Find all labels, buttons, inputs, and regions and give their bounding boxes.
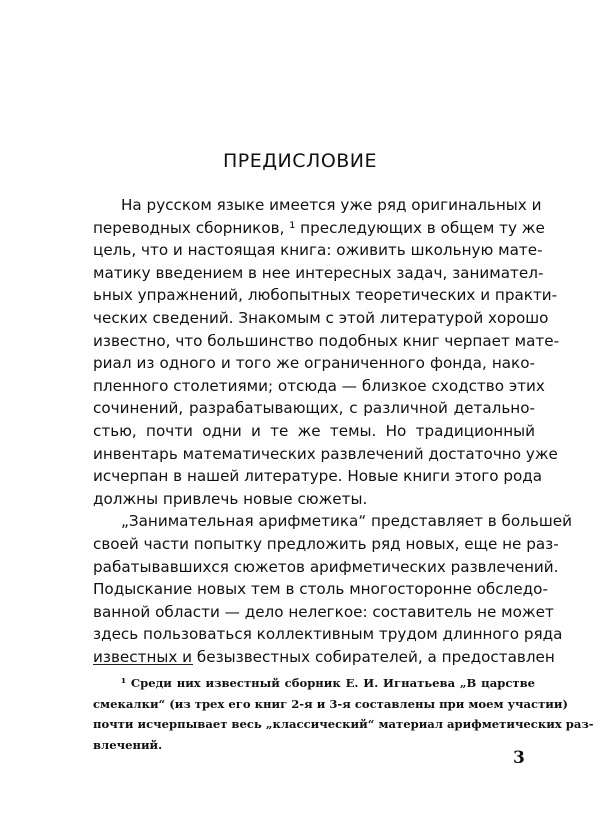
text-line: риал из одного и того же ограниченного фонда, нако- [93, 354, 535, 373]
text-line: рабатывавшихся сюжетов арифметических развлечений. [93, 557, 559, 576]
text-line: должны привлечь новые сюжеты. [93, 489, 368, 508]
text-line: ческих сведений. Знакомым с этой литературой хорошо [93, 308, 549, 327]
text-line: ванной области — дело нелегкое: составитель не может [93, 602, 554, 621]
text-line: ьных упражнений, любопытных теоретических и практи- [93, 286, 558, 305]
body-text [93, 194, 572, 668]
text-line: пленного столетиями; отсюда — близкое сходство этих [93, 376, 545, 395]
page-title: ПРЕДИСЛОВИЕ [222, 150, 378, 172]
text-line: исчерпан в нашей литературе. Новые книги этого рода [93, 467, 543, 486]
page-number: 3 [513, 748, 525, 768]
text-line: „Занимательная арифметика“ представляет в большей [121, 512, 572, 531]
text-line: Подыскание новых тем в столь многосторонне обследо- [93, 580, 548, 599]
text-line: матику введением в нее интересных задач, занимател- [93, 263, 544, 282]
text-line: переводных сборников, ¹ преследующих в общем ту же [93, 218, 545, 237]
footnote-line: ¹ Среди них известный сборник Е. И. Игнатьева „В царстве [121, 676, 535, 690]
text-line: здесь пользоваться коллективным трудом длинного ряда [93, 625, 563, 644]
footnote [93, 673, 594, 755]
text-line: цель, что и настоящая книга: оживить школьную мате- [93, 241, 543, 260]
text-line: своей части попытку предложить ряд новых, еще не раз- [93, 534, 559, 553]
footnote-line: почти исчерпывает весь „классический“ материал арифметических раз- [93, 717, 594, 731]
text-line: сочинений, разрабатывающих, с различной детально- [93, 399, 535, 418]
text-line: инвентарь математических развлечений достаточно уже [93, 444, 558, 463]
text-line: На русском языке имеется уже ряд оригинальных и [121, 196, 542, 214]
text-line: известно, что большинство подобных книг черпает мате- [93, 331, 560, 350]
footnote-line: смекалки“ (из трех его книг 2-я и 3-я составлены при моем участии) [93, 696, 568, 711]
footnote-divider [93, 664, 193, 665]
text-line: известных и безызвестных собирателей, а предоставлен [93, 647, 555, 666]
footnote-line: влечений. [93, 737, 163, 752]
text-line: стью, почти одни и те же темы. Но традиционный [93, 421, 535, 440]
